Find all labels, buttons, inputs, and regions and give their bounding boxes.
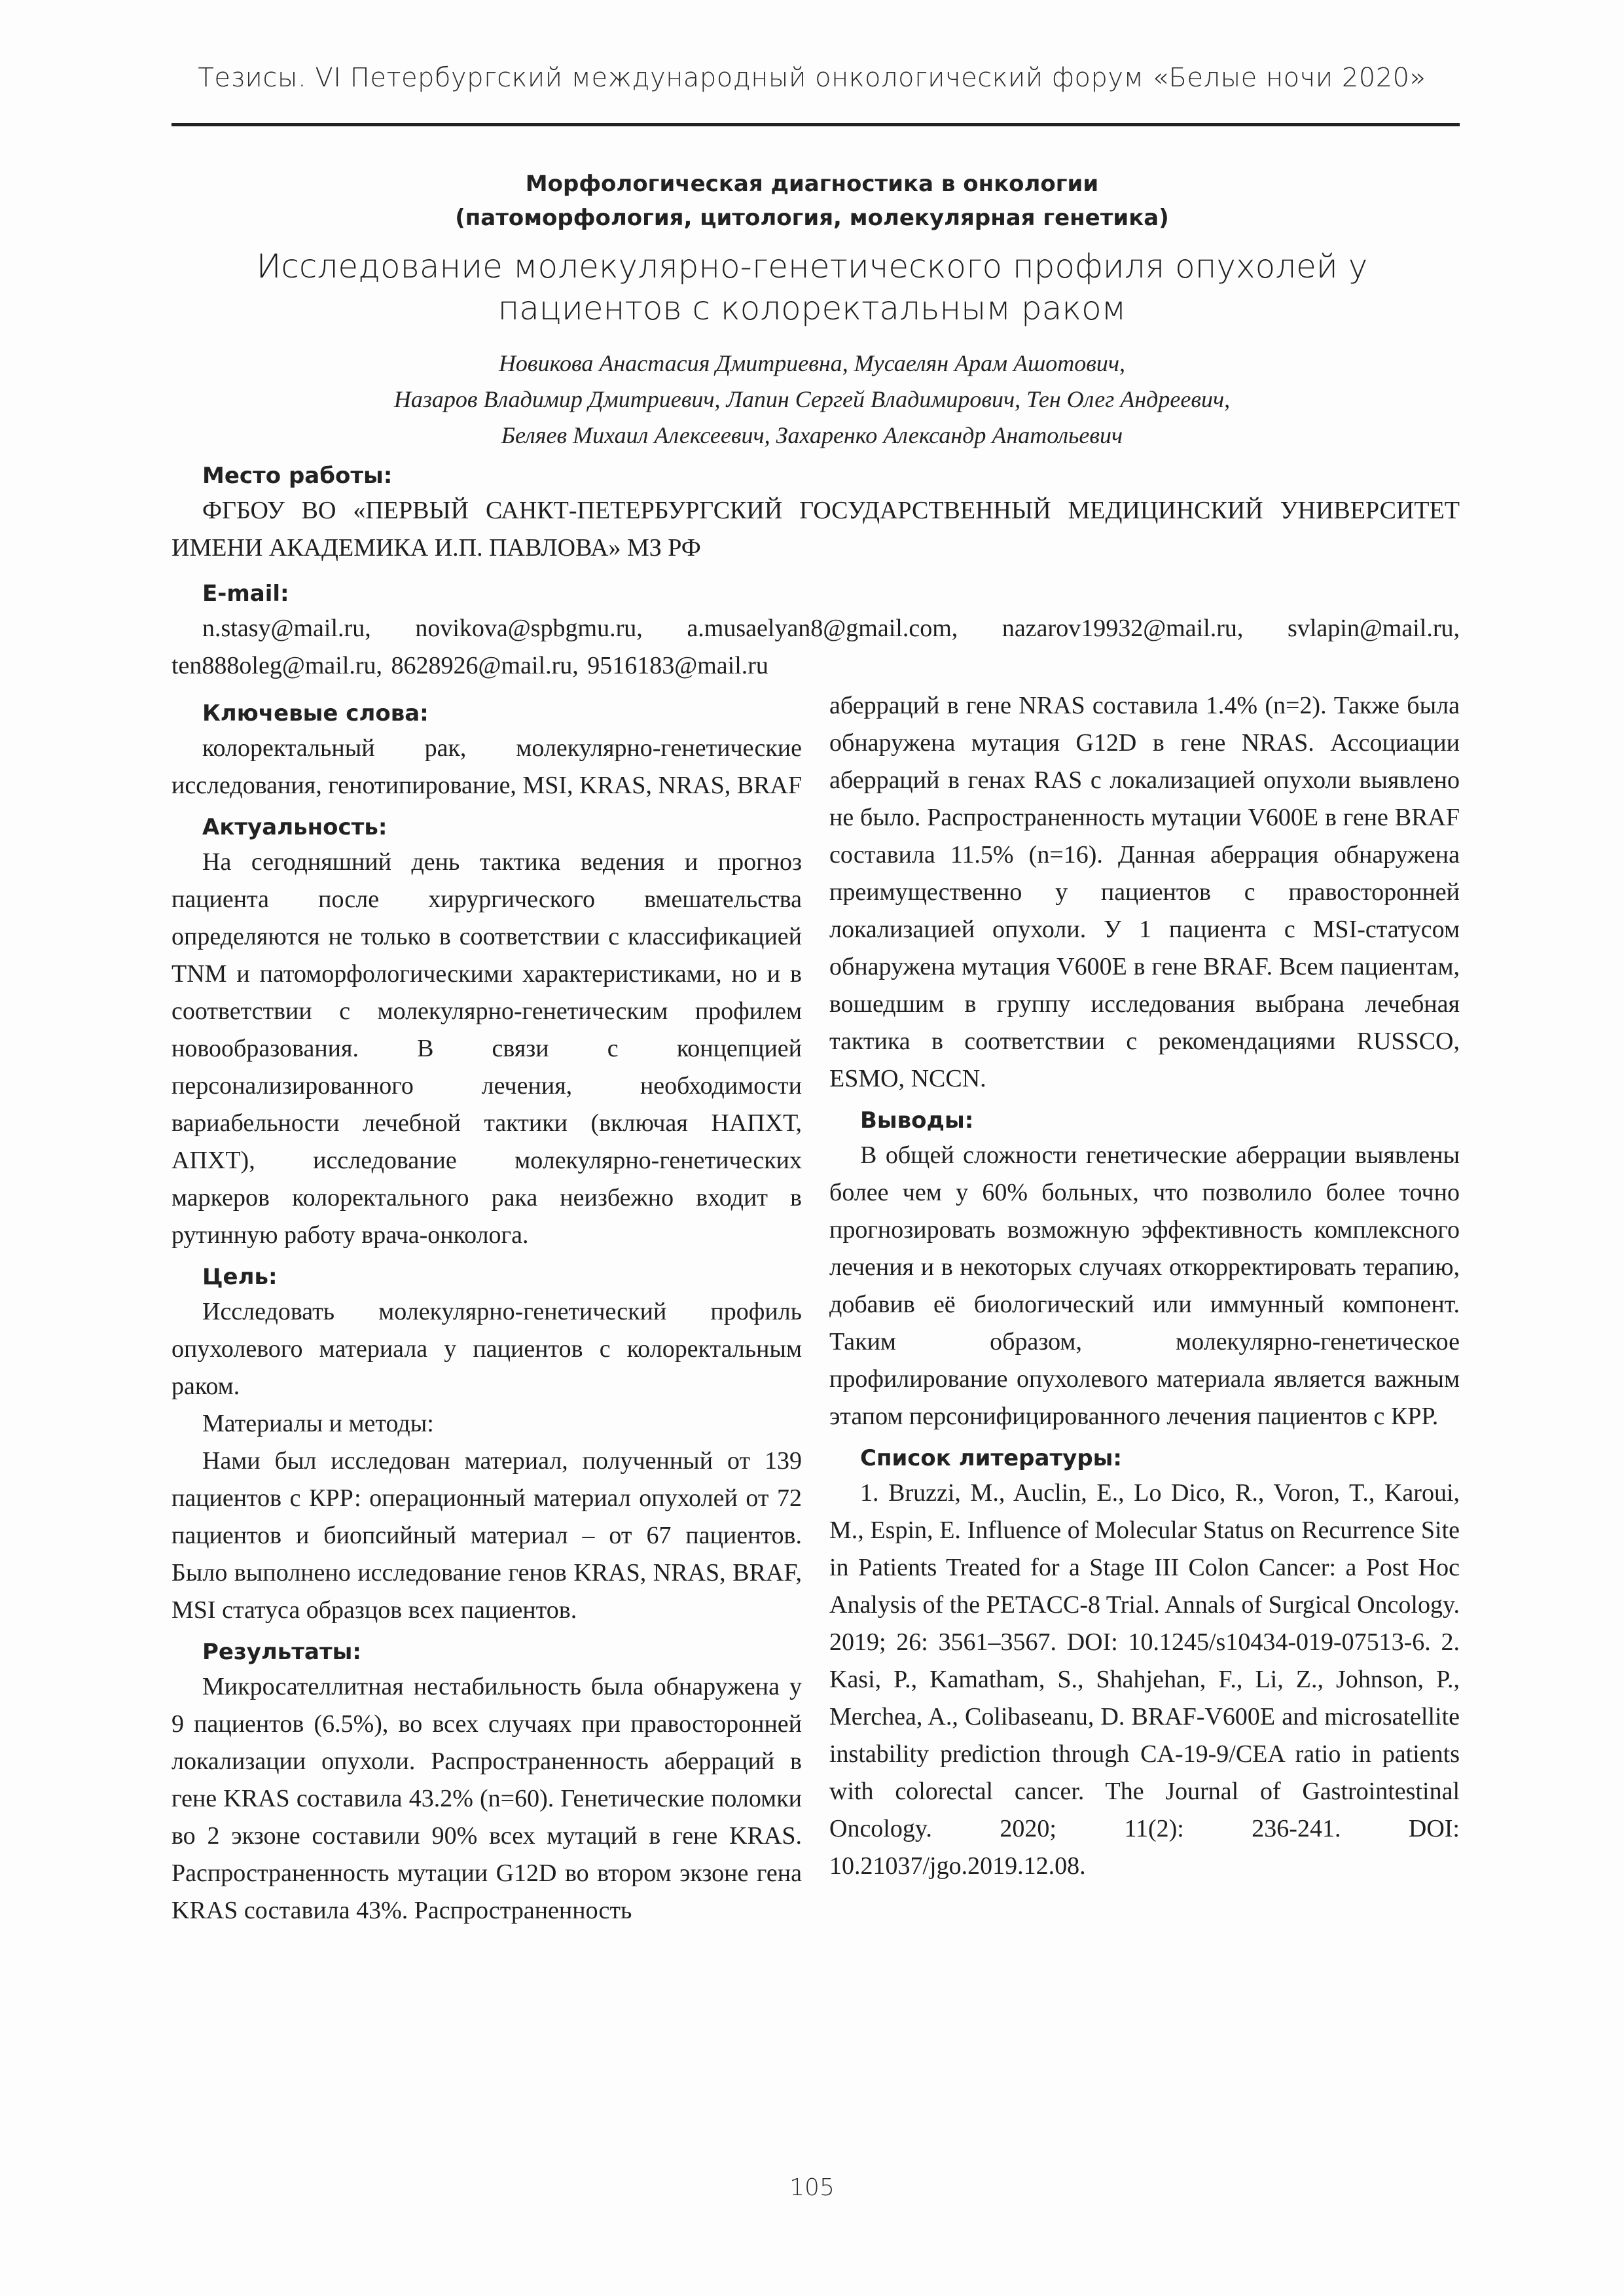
conclusions-text: В общей сложности генетические аберрации выявлены более чем у 60% больных, что позволило более точно прогнозировать возможную эффективность комплексного лечения и в некоторых случаях откорректировать терапию, добавив её биологический или иммунный компонент. Таким образом, молекулярно-генетическое профилирование опухолевого материала является важным этапом персонифицированного лечения пациентов с КРР. bbox=[829, 1141, 1460, 1430]
author-line: Назаров Владимир Дмитриевич, Лапин Сергей Владимирович, Тен Олег Андреевич, bbox=[393, 386, 1231, 412]
article-title bbox=[157, 245, 1467, 329]
header-divider bbox=[171, 123, 1460, 126]
keywords-text: колоректальный рак, молекулярно-генетические исследования, генотипирование, MSI, KRAS, NRAS, BRAF bbox=[171, 734, 803, 799]
author-line: Беляев Михаил Алексеевич, Захаренко Александр Анатольевич bbox=[501, 422, 1123, 448]
author-list bbox=[0, 346, 1624, 454]
section-title bbox=[0, 167, 1624, 235]
conclusions-label: Выводы: bbox=[860, 1107, 974, 1134]
results-text-part-2: аберраций в гене NRAS составила 1.4% (n=2). Также была обнаружена мутация G12D в гене NRAS. Ассоциации аберраций в генах RAS с локализацией опухоли выявлено не было. Распространенность мутации V600E в гене BRAF составила 11.5% (n=16). Данная аберрация обнаружена преимущественно у пациентов с правосторонней локализацией опухоли. У 1 пациента с MSI-статусом обнаружена мутация V600E в гене BRAF. Всем пациентам, вошедшим в группу исследования выбрана лечебная тактика в соответствии с рекомендациями RUSSCO, ESMO, NCCN. bbox=[829, 692, 1460, 1092]
email-list: n.stasy@mail.ru, novikova@spbgmu.ru, a.musaelyan8@gmail.com, nazarov19932@mail.ru, svlapin@mail.ru, ten888oleg@mail.ru, 8628926@mail.ru, 9516183@mail.ru bbox=[171, 615, 1460, 679]
article-title-line-1: Исследование молекулярно-генетического профиля опухолей у bbox=[256, 247, 1368, 285]
results-text-part-1: Микросателлитная нестабильность была обнаружена у 9 пациентов (6.5%), во всех случаях при правосторонней локализации опухоли. Распространенность аберраций в гене KRAS составила 43.2% (n=60). Генетические поломки во 2 экзоне составили 90% всех мутаций в гене KRAS. Распространенность мутации G12D во втором экзоне гена KRAS составила 43%. Распространенность bbox=[171, 1673, 802, 1924]
references-label: Список литературы: bbox=[860, 1445, 1123, 1471]
keywords-label: Ключевые слова: bbox=[202, 700, 429, 726]
relevance-label: Актуальность: bbox=[202, 814, 388, 840]
email-label: E-mail: bbox=[202, 581, 289, 607]
page-number: 105 bbox=[789, 2174, 835, 2201]
left-column bbox=[171, 691, 802, 1929]
running-header: Тезисы. VI Петербургский международный онкологический форум «Белые ночи 2020» bbox=[198, 63, 1426, 93]
right-column bbox=[829, 687, 1460, 1885]
affiliation-text: ФГБОУ ВО «ПЕРВЫЙ САНКТ-ПЕТЕРБУРГСКИЙ ГОСУДАРСТВЕННЫЙ МЕДИЦИНСКИЙ УНИВЕРСИТЕТ ИМЕНИ АКАДЕМИКА И.П. ПАВЛОВА» МЗ РФ bbox=[171, 497, 1460, 562]
email-section bbox=[171, 577, 1460, 685]
references-text: 1. Bruzzi, M., Auclin, E., Lo Dico, R., Voron, T., Karoui, M., Espin, E. Influence of Molecular Status on Recurrence Site in Patients Treated for a Stage III Colon Cancer: a Post Hoc Analysis of the PETACC-8 Trial. Annals of Surgical Oncology. 2019; 26: 3561–3567. DOI: 10.1245/s10434-019-07513-6. 2. Kasi, P., Kamatham, S., Shahjehan, F., Li, Z., Johnson, P., Merchea, A., Colibaseanu, D. BRAF-V600E and microsatellite instability prediction through CA-19-9/CEA ratio in patients with colorectal cancer. The Journal of Gastrointestinal Oncology. 2020; 11(2): 236-241. DOI: 10.21037/jgo.2019.12.08. bbox=[829, 1479, 1460, 1880]
author-line: Новикова Анастасия Дмитриевна, Мусаелян Арам Ашотович, bbox=[498, 350, 1126, 376]
methods-heading: Материалы и методы: bbox=[202, 1410, 434, 1437]
goal-label: Цель: bbox=[202, 1264, 278, 1290]
section-title-line-1: Морфологическая диагностика в онкологии bbox=[525, 171, 1099, 197]
relevance-text: На сегодняшний день тактика ведения и прогноз пациента после хирургического вмешательства определяются не только в соответствии с классификацией TNM и патоморфологическими характеристиками, но и в соответствии с молекулярно-генетическим профилем новообразования. В связи с концепцией персонализированного лечения, необходимости вариабельности лечебной тактики (включая НАПХТ, АПХТ), исследование молекулярно-генетических маркеров колоректального рака неизбежно входит в рутинную работу врача-онколога. bbox=[171, 848, 802, 1249]
methods-text: Нами был исследован материал, полученный от 139 пациентов с КРР: операционный материал опухолей от 72 пациентов и биопсийный материал – от 67 пациентов. Было выполнено исследование генов KRAS, NRAS, BRAF, MSI статуса образцов всех пациентов. bbox=[171, 1447, 802, 1624]
affiliation-section bbox=[171, 459, 1460, 567]
article-title-line-2: пациентов с колоректальным раком bbox=[497, 289, 1127, 327]
results-label: Результаты: bbox=[202, 1639, 361, 1665]
section-title-line-2: (патоморфология, цитология, молекулярная генетика) bbox=[455, 205, 1169, 231]
affiliation-label: Место работы: bbox=[202, 463, 393, 489]
goal-text: Исследовать молекулярно-генетический профиль опухолевого материала у пациентов с колоректальным раком. bbox=[171, 1298, 802, 1400]
